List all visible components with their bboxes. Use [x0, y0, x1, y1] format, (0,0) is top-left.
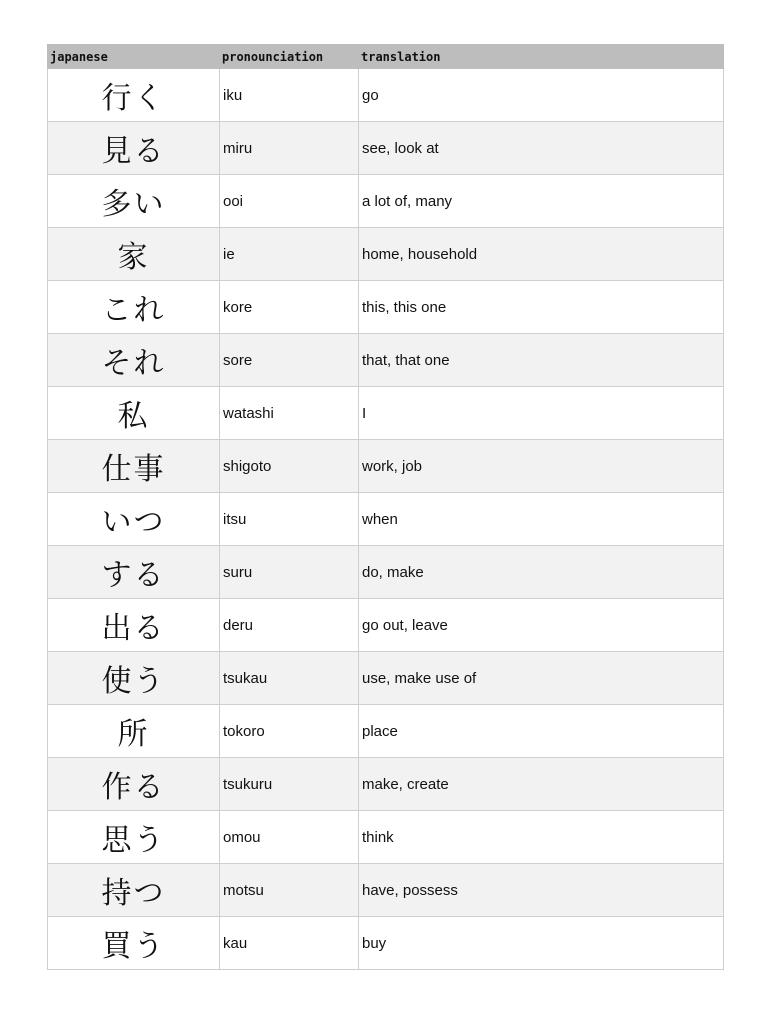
- translation-cell: buy: [359, 917, 724, 970]
- table-header: [48, 45, 724, 69]
- vocabulary-table: [47, 44, 724, 970]
- pronunciation-cell: sore: [220, 334, 359, 387]
- pronunciation-cell: kore: [220, 281, 359, 334]
- table-row: [48, 334, 724, 387]
- translation-cell: have, possess: [359, 864, 724, 917]
- japanese-cell: これ: [48, 281, 220, 334]
- japanese-cell: 作る: [48, 758, 220, 811]
- vocabulary-sheet: [47, 44, 723, 970]
- translation-cell: that, that one: [359, 334, 724, 387]
- pronunciation-cell: suru: [220, 546, 359, 599]
- translation-cell: this, this one: [359, 281, 724, 334]
- pronunciation-cell: deru: [220, 599, 359, 652]
- pronunciation-cell: ooi: [220, 175, 359, 228]
- japanese-cell: それ: [48, 334, 220, 387]
- japanese-cell: 所: [48, 705, 220, 758]
- table-row: [48, 546, 724, 599]
- translation-cell: work, job: [359, 440, 724, 493]
- pronunciation-cell: omou: [220, 811, 359, 864]
- table-row: [48, 705, 724, 758]
- japanese-cell: いつ: [48, 493, 220, 546]
- translation-cell: think: [359, 811, 724, 864]
- header-translation: translation: [359, 45, 724, 69]
- translation-cell: home, household: [359, 228, 724, 281]
- japanese-cell: 家: [48, 228, 220, 281]
- translation-cell: go out, leave: [359, 599, 724, 652]
- japanese-cell: 使う: [48, 652, 220, 705]
- japanese-cell: 仕事: [48, 440, 220, 493]
- table-row: [48, 493, 724, 546]
- pronunciation-cell: iku: [220, 69, 359, 122]
- table-row: [48, 917, 724, 970]
- table-row: [48, 864, 724, 917]
- pronunciation-cell: miru: [220, 122, 359, 175]
- header-pronunciation: pronounciation: [220, 45, 359, 69]
- header-japanese: japanese: [48, 45, 220, 69]
- pronunciation-cell: ie: [220, 228, 359, 281]
- japanese-cell: 買う: [48, 917, 220, 970]
- header-row: [48, 45, 724, 69]
- pronunciation-cell: motsu: [220, 864, 359, 917]
- table-row: [48, 440, 724, 493]
- pronunciation-cell: itsu: [220, 493, 359, 546]
- pronunciation-cell: shigoto: [220, 440, 359, 493]
- translation-cell: I: [359, 387, 724, 440]
- pronunciation-cell: watashi: [220, 387, 359, 440]
- table-row: [48, 758, 724, 811]
- table-row: [48, 122, 724, 175]
- table-row: [48, 281, 724, 334]
- table-row: [48, 228, 724, 281]
- translation-cell: use, make use of: [359, 652, 724, 705]
- translation-cell: a lot of, many: [359, 175, 724, 228]
- table-row: [48, 599, 724, 652]
- japanese-cell: 見る: [48, 122, 220, 175]
- pronunciation-cell: tsukau: [220, 652, 359, 705]
- table-row: [48, 387, 724, 440]
- japanese-cell: 思う: [48, 811, 220, 864]
- table-row: [48, 652, 724, 705]
- pronunciation-cell: kau: [220, 917, 359, 970]
- japanese-cell: 私: [48, 387, 220, 440]
- translation-cell: see, look at: [359, 122, 724, 175]
- japanese-cell: 行く: [48, 69, 220, 122]
- japanese-cell: する: [48, 546, 220, 599]
- table-row: [48, 69, 724, 122]
- translation-cell: go: [359, 69, 724, 122]
- table-body: [48, 69, 724, 970]
- translation-cell: when: [359, 493, 724, 546]
- pronunciation-cell: tokoro: [220, 705, 359, 758]
- table-row: [48, 175, 724, 228]
- japanese-cell: 持つ: [48, 864, 220, 917]
- table-row: [48, 811, 724, 864]
- pronunciation-cell: tsukuru: [220, 758, 359, 811]
- japanese-cell: 多い: [48, 175, 220, 228]
- japanese-cell: 出る: [48, 599, 220, 652]
- translation-cell: do, make: [359, 546, 724, 599]
- translation-cell: place: [359, 705, 724, 758]
- translation-cell: make, create: [359, 758, 724, 811]
